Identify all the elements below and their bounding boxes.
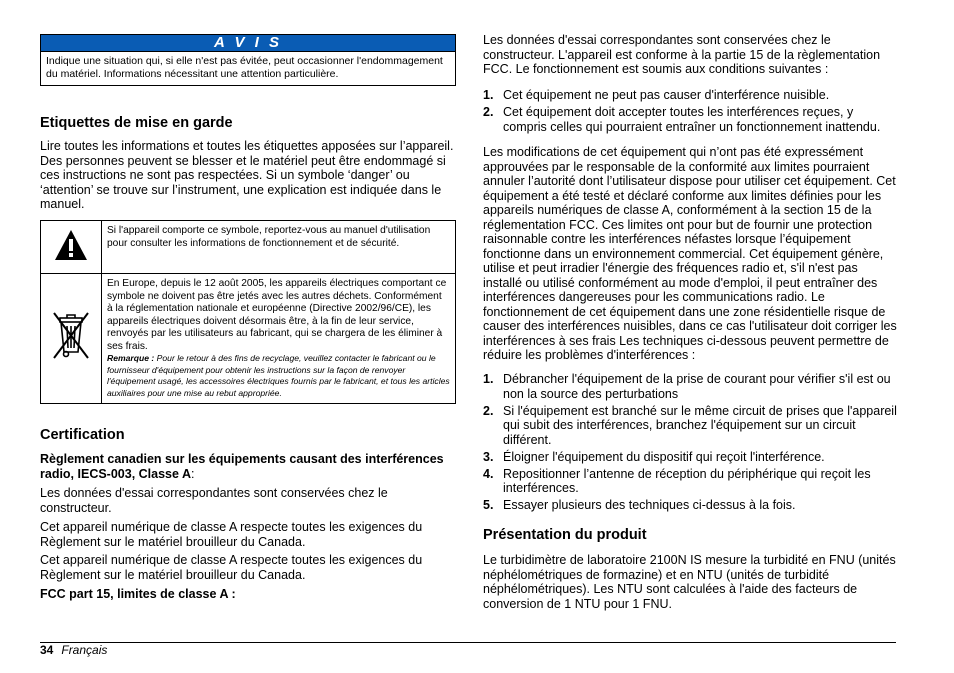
product-overview-text: Le turbidimètre de laboratoire 2100N IS mesure la turbidité en FNU (unités néphélométriques de formazine) et en NTU (unités de turbidité néphélométriques). Les NTU sont calculées à l'aide des facteurs de conversion de 1 NTU pour 1 FNU. [483,553,896,611]
certification-paragraph: Cet appareil numérique de classe A respecte toutes les exigences du Règlement sur le matériel brouilleur du Canada. [40,553,423,582]
footer-language: Français [61,643,108,657]
safety-labels-heading: Etiquettes de mise en garde [40,115,233,131]
list-item: 1. Débrancher l'équipement de la prise de courant pour vérifier s'il est ou non la source des perturbations [483,372,891,401]
page-number: 34 [40,643,54,657]
remark-text: Pour le retour à des fins de recyclage, veuillez contacter le fabricant ou le fournisseur d'équipement pour obtenir les instructions sur la façon de renvoyer l'équipement usagé, les accessoires électriques fournis par le fabricant, et tous les articles auxiliaires pour une mise au rebut appropriée. [107,353,450,398]
notice-text: Indique une situation qui, si elle n'est pas évitée, peut occasionner l'endommagement du matériel. Informations nécessitant une attention particulière. [46,55,443,80]
weee-text: En Europe, depuis le 12 août 2005, les appareils électriques comportant ce symbole ne doivent pas être jetés avec les autres déchets. Conformément à la réglementation nationale et européenne (Directive 2002/96/CE), les appareils électriques doivent désormais être, à la fin de leur service, renvoyés par les utilisateurs au fabricant, qui se chargera de les éliminer à ses frais. [107,278,447,352]
footer-divider [40,642,896,643]
product-overview-heading: Présentation du produit [483,527,647,543]
fcc-intro-paragraph: Les données d'essai correspondantes sont conservées chez le constructeur. L'appareil est conforme à la partie 15 de la règlementation FCC. Le fonctionnement est soumis aux conditions suivantes : [483,33,881,76]
notice-box [40,34,456,86]
symbol-description [102,274,456,404]
remark [107,353,450,399]
certification-paragraph: Les données d'essai correspondantes sont conservées chez le constructeur. [40,486,388,515]
remark-label: Remarque : [107,353,155,363]
fcc-modifications-paragraph: Les modifications de cet équipement qui n’ont pas été expressément approuvées par le responsable de la conformité aux limites pourraient annuler l’autorité dont l’utilisateur dispose pour utiliser cet équipement. Cet équipement a été testé et déclaré conforme aux limites définies pour les appareils numériques de classe A, conformément à la section 15 de la réglementation FCC. Ces limites ont pour but de fournir une protection raisonnable contre les interférences néfastes lorsque l’équipement fonctionne dans un environnement commercial. Cet équipement génère, utilise et peut irradier l'énergie des fréquences radio et, s'il n'est pas installé ou utilisé conformément au mode d'emploi, il peut entraîner des interférences dangereuses pour les communications radio. Le fonctionnement de cet équipement dans une zone résidentielle risque de causer des interférences nuisibles, dans ce cas l'utilisateur doit corriger les interférences à ses frais Les techniques ci-dessous peuvent permettre de réduire les problèmes d'interférences : [483,145,897,362]
list-item: 5. Essayer plusieurs des techniques ci-dessus à la fois. [483,498,796,512]
canadian-regulation-colon: : [191,466,195,481]
symbol-row [41,274,456,404]
symbol-description: Si l'appareil comporte ce symbole, reportez-vous au manuel d'utilisation pour consulter les informations de fonctionnement et de sécurité. [102,221,456,274]
certification-heading: Certification [40,427,125,443]
list-item: 4. Repositionner l’antenne de réception du périphérique qui reçoit les interférences. [483,466,871,495]
fcc-heading: FCC part 15, limites de classe A : [40,587,236,601]
symbol-row [41,221,456,274]
interference-techniques-list [483,372,897,515]
safety-labels-intro: Lire toutes les informations et toutes les étiquettes apposées sur l’appareil. Des personnes peuvent se blesser et le matériel peut être endommagé si ces instructions ne sont pas respectées. Si un symbole ‘danger’ ou ‘attention’ se trouve sur l’instrument, une explication est indiquée dans le manuel. [40,139,454,211]
crossed-out-wheelie-bin-icon [41,274,102,404]
list-item: 2. Si l'équipement est branché sur le même circuit de prises que l'appareil qui subit des interférences, branchez l'équipement sur un circuit différent. [483,403,897,447]
symbols-table [40,220,456,404]
warning-triangle-icon [41,221,102,274]
list-item: 2. Cet équipement doit accepter toutes les interférences reçues, y compris celles qui pourraient entraîner un fonctionnement inattendu. [483,105,881,134]
list-item: 1. Cet équipement ne peut pas causer d'interférence nuisible. [483,88,830,102]
certification-paragraph: Cet appareil numérique de classe A respecte toutes les exigences du Règlement sur le matériel brouilleur du Canada. [40,520,423,549]
notice-title: A V I S [41,35,455,52]
page-footer [40,643,107,657]
list-item: 3. Éloigner l'équipement du dispositif qui reçoit l'interférence. [483,449,825,464]
canadian-regulation-title: Règlement canadien sur les équipements causant des interférences radio, IECS-003, Classe A [40,452,444,481]
canadian-regulation-heading [40,452,455,481]
fcc-conditions-list [483,88,897,137]
